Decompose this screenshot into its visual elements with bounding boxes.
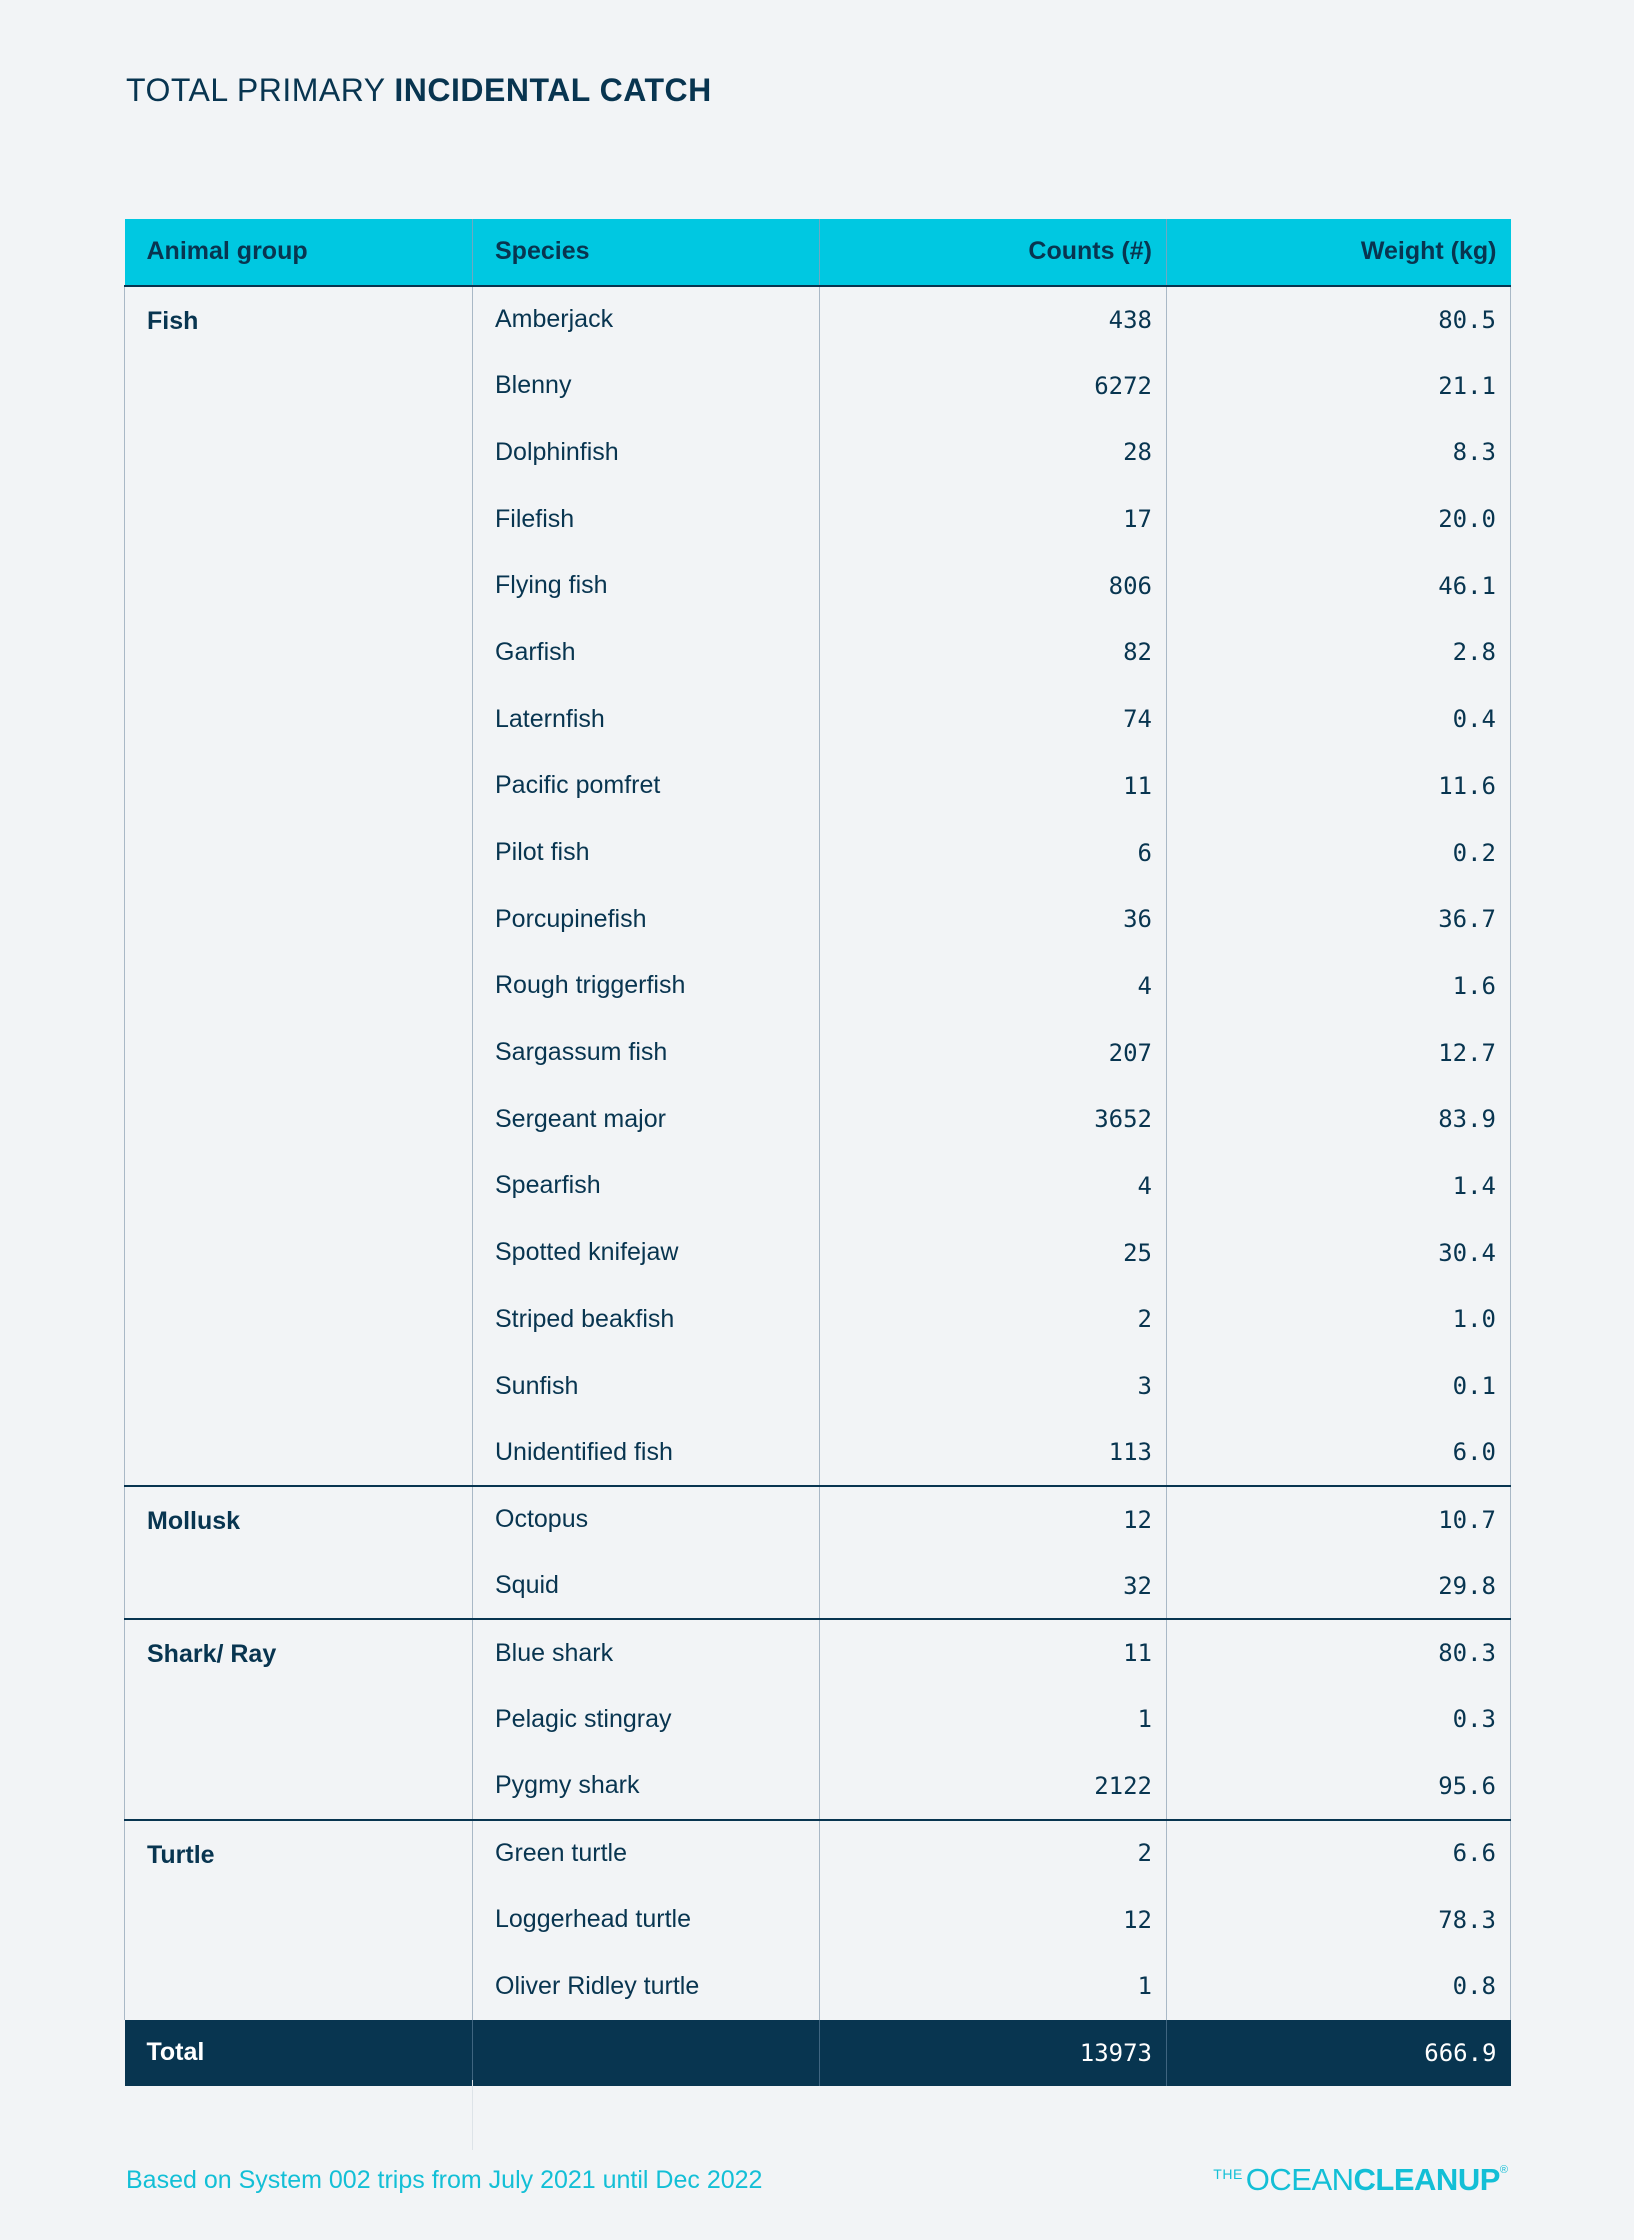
count-cell: 28 xyxy=(820,419,1167,486)
count-cell: 12 xyxy=(820,1486,1167,1553)
weight-cell: 95.6 xyxy=(1167,1753,1511,1820)
weight-cell: 46.1 xyxy=(1167,552,1511,619)
weight-cell: 0.1 xyxy=(1167,1353,1511,1420)
species-cell: Pilot fish xyxy=(473,819,820,886)
count-cell: 4 xyxy=(820,1153,1167,1220)
weight-cell: 29.8 xyxy=(1167,1553,1511,1620)
count-cell: 11 xyxy=(820,1619,1167,1686)
species-cell: Unidentified fish xyxy=(473,1419,820,1486)
weight-cell: 0.3 xyxy=(1167,1686,1511,1753)
species-cell: Green turtle xyxy=(473,1820,820,1887)
count-cell: 1 xyxy=(820,1686,1167,1753)
page-title-light: TOTAL PRIMARY xyxy=(126,72,386,108)
weight-cell: 80.5 xyxy=(1167,286,1511,353)
species-cell: Pygmy shark xyxy=(473,1753,820,1820)
count-cell: 4 xyxy=(820,953,1167,1020)
count-cell: 6 xyxy=(820,819,1167,886)
count-cell: 6272 xyxy=(820,352,1167,419)
weight-cell: 11.6 xyxy=(1167,753,1511,820)
species-cell: Sargassum fish xyxy=(473,1019,820,1086)
weight-cell: 8.3 xyxy=(1167,419,1511,486)
count-cell: 3 xyxy=(820,1353,1167,1420)
count-cell: 1 xyxy=(820,1953,1167,2020)
count-cell: 25 xyxy=(820,1219,1167,1286)
weight-cell: 1.6 xyxy=(1167,953,1511,1020)
logo-ocean: OCEAN xyxy=(1245,2162,1354,2197)
species-cell: Garfish xyxy=(473,619,820,686)
count-cell: 438 xyxy=(820,286,1167,353)
animal-group-cell: Mollusk xyxy=(125,1486,473,1619)
weight-cell: 2.8 xyxy=(1167,619,1511,686)
column-divider-extension xyxy=(472,2080,473,2150)
table-row xyxy=(125,1486,1511,1553)
species-cell: Oliver Ridley turtle xyxy=(473,1953,820,2020)
header-animal-group: Animal group xyxy=(125,219,473,286)
species-cell: Blue shark xyxy=(473,1619,820,1686)
count-cell: 2122 xyxy=(820,1753,1167,1820)
count-cell: 11 xyxy=(820,753,1167,820)
count-cell: 2 xyxy=(820,1286,1167,1353)
species-cell: Sergeant major xyxy=(473,1086,820,1153)
species-cell: Blenny xyxy=(473,352,820,419)
count-cell: 806 xyxy=(820,552,1167,619)
count-cell: 113 xyxy=(820,1419,1167,1486)
weight-cell: 80.3 xyxy=(1167,1619,1511,1686)
animal-group-cell: Shark/ Ray xyxy=(125,1619,473,1819)
weight-cell: 0.4 xyxy=(1167,686,1511,753)
species-cell: Pelagic stingray xyxy=(473,1686,820,1753)
species-cell: Sunfish xyxy=(473,1353,820,1420)
weight-cell: 21.1 xyxy=(1167,352,1511,419)
weight-cell: 1.4 xyxy=(1167,1153,1511,1220)
weight-cell: 0.2 xyxy=(1167,819,1511,886)
species-cell: Pacific pomfret xyxy=(473,753,820,820)
logo-cleanup: CLEANUP xyxy=(1353,2162,1500,2197)
ocean-cleanup-logo xyxy=(1213,2162,1508,2198)
logo-the: THE xyxy=(1213,2166,1243,2182)
count-cell: 74 xyxy=(820,686,1167,753)
table-row xyxy=(125,286,1511,353)
count-cell: 207 xyxy=(820,1019,1167,1086)
header-row xyxy=(125,219,1511,286)
weight-cell: 0.8 xyxy=(1167,1953,1511,2020)
footnote: Based on System 002 trips from July 2021 until Dec 2022 xyxy=(126,2166,763,2194)
count-cell: 3652 xyxy=(820,1086,1167,1153)
species-cell: Spotted knifejaw xyxy=(473,1219,820,1286)
animal-group-cell: Turtle xyxy=(125,1820,473,2020)
species-cell: Dolphinfish xyxy=(473,419,820,486)
weight-cell: 1.0 xyxy=(1167,1286,1511,1353)
species-cell: Porcupinefish xyxy=(473,886,820,953)
weight-cell: 30.4 xyxy=(1167,1219,1511,1286)
total-count: 13973 xyxy=(820,2020,1167,2087)
species-cell: Laternfish xyxy=(473,686,820,753)
table-row xyxy=(125,1619,1511,1686)
table-header xyxy=(125,219,1511,286)
species-cell: Flying fish xyxy=(473,552,820,619)
species-cell: Octopus xyxy=(473,1486,820,1553)
total-species-empty xyxy=(473,2020,820,2087)
weight-cell: 36.7 xyxy=(1167,886,1511,953)
page-title-bold: INCIDENTAL CATCH xyxy=(394,72,712,108)
logo-registered-mark: ® xyxy=(1499,2164,1508,2176)
catch-table xyxy=(124,219,1511,2086)
species-cell: Amberjack xyxy=(473,286,820,353)
count-cell: 82 xyxy=(820,619,1167,686)
weight-cell: 12.7 xyxy=(1167,1019,1511,1086)
count-cell: 36 xyxy=(820,886,1167,953)
species-cell: Striped beakfish xyxy=(473,1286,820,1353)
weight-cell: 10.7 xyxy=(1167,1486,1511,1553)
page-title xyxy=(126,72,712,109)
weight-cell: 6.6 xyxy=(1167,1820,1511,1887)
table-body xyxy=(125,286,1511,2020)
total-label: Total xyxy=(125,2020,473,2087)
header-species: Species xyxy=(473,219,820,286)
weight-cell: 6.0 xyxy=(1167,1419,1511,1486)
weight-cell: 78.3 xyxy=(1167,1886,1511,1953)
species-cell: Spearfish xyxy=(473,1153,820,1220)
total-row xyxy=(125,2020,1511,2087)
species-cell: Rough triggerfish xyxy=(473,953,820,1020)
species-cell: Loggerhead turtle xyxy=(473,1886,820,1953)
header-weight: Weight (kg) xyxy=(1167,219,1511,286)
table-row xyxy=(125,1820,1511,1887)
count-cell: 12 xyxy=(820,1886,1167,1953)
header-counts: Counts (#) xyxy=(820,219,1167,286)
total-weight: 666.9 xyxy=(1167,2020,1511,2087)
species-cell: Filefish xyxy=(473,486,820,553)
catch-table-container xyxy=(124,219,1510,2086)
species-cell: Squid xyxy=(473,1553,820,1620)
count-cell: 32 xyxy=(820,1553,1167,1620)
weight-cell: 83.9 xyxy=(1167,1086,1511,1153)
weight-cell: 20.0 xyxy=(1167,486,1511,553)
table-footer xyxy=(125,2020,1511,2087)
count-cell: 17 xyxy=(820,486,1167,553)
count-cell: 2 xyxy=(820,1820,1167,1887)
animal-group-cell: Fish xyxy=(125,286,473,1486)
